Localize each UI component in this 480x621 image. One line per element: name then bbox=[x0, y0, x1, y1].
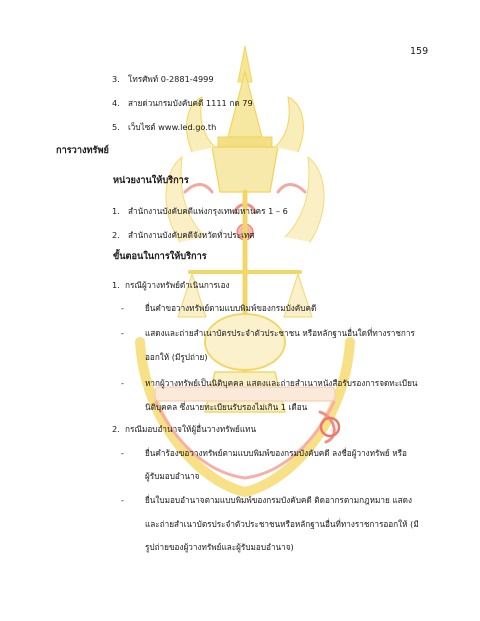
service-unit-item: สำนักงานบังคับคดีจังหวัดทั่วประเทศ bbox=[128, 230, 255, 240]
case1-bullet-line: ยื่นคำขอวางทรัพย์ตามแบบพิมพ์ของกรมบังคับคดี bbox=[145, 303, 317, 313]
bullet-dash: - bbox=[121, 303, 124, 313]
bullet-dash: - bbox=[121, 448, 124, 458]
contact-item-website: เว็บไซต์ www.led.go.th bbox=[128, 122, 217, 132]
contact-item-num: 5. bbox=[112, 122, 120, 132]
service-units-heading: หน่วยงานให้บริการ bbox=[113, 175, 189, 186]
case2-bullet-line: ยื่นใบมอบอำนาจตามแบบพิมพ์ของกรมบังคับคดี ติดอากรตามกฎหมาย แสดง bbox=[145, 495, 412, 505]
contact-item-hotline: สายด่วนกรมบังคับคดี 1111 กด 79 bbox=[128, 98, 253, 108]
case-number: 2. bbox=[112, 424, 120, 434]
bullet-dash: - bbox=[121, 495, 124, 505]
contact-item-phone: โทรศัพท์ 0-2881-4999 bbox=[128, 74, 214, 84]
case2-bullet-line: รูปถ่ายของผู้วางทรัพย์และผู้รับมอบอำนาจ) bbox=[145, 542, 294, 552]
case-title: กรณีผู้วางทรัพย์ดำเนินการเอง bbox=[125, 280, 230, 290]
case1-bullet-line: หากผู้วางทรัพย์เป็นนิติบุคคล แสดงและถ่ายสำเนาหนังสือรับรองการจดทะเบียน bbox=[145, 378, 418, 388]
page-number: 159 bbox=[410, 46, 429, 57]
procedure-heading: ขั้นตอนในการให้บริการ bbox=[113, 251, 207, 262]
contact-item-num: 3. bbox=[112, 74, 120, 84]
case-number: 1. bbox=[112, 280, 120, 290]
case1-bullet-line: นิติบุคคล ซึ่งนายทะเบียนรับรองไม่เกิน 1 เดือน bbox=[145, 402, 308, 412]
service-unit-item: สำนักงานบังคับคดีแพ่งกรุงเทพมหานคร 1 – 6 bbox=[128, 206, 288, 216]
case1-bullet-line: ออกให้ (มีรูปถ่าย) bbox=[145, 352, 208, 362]
case2-bullet-line: และถ่ายสำเนาบัตรประจำตัวประชาชนหรือหลักฐานอื่นที่ทางราชการออกให้ (มี bbox=[145, 519, 419, 529]
case1-bullet-line: แสดงและถ่ายสำเนาบัตรประจำตัวประชาชน หรือหลักฐานอื่นใดที่ทางราชการ bbox=[145, 328, 415, 338]
contact-item-num: 4. bbox=[112, 98, 120, 108]
case2-bullet-line: ผู้รับมอบอำนาจ bbox=[145, 471, 200, 481]
bullet-dash: - bbox=[121, 378, 124, 388]
section-heading: การวางทรัพย์ bbox=[56, 145, 109, 156]
case-title: กรณีมอบอำนาจให้ผู้อื่นวางทรัพย์แทน bbox=[125, 424, 257, 434]
bullet-dash: - bbox=[121, 328, 124, 338]
case2-bullet-line: ยื่นคำร้องขอวางทรัพย์ตามแบบพิมพ์ของกรมบังคับคดี ลงชื่อผู้วางทรัพย์ หรือ bbox=[145, 448, 407, 458]
service-unit-num: 1. bbox=[112, 206, 120, 216]
service-unit-num: 2. bbox=[112, 230, 120, 240]
